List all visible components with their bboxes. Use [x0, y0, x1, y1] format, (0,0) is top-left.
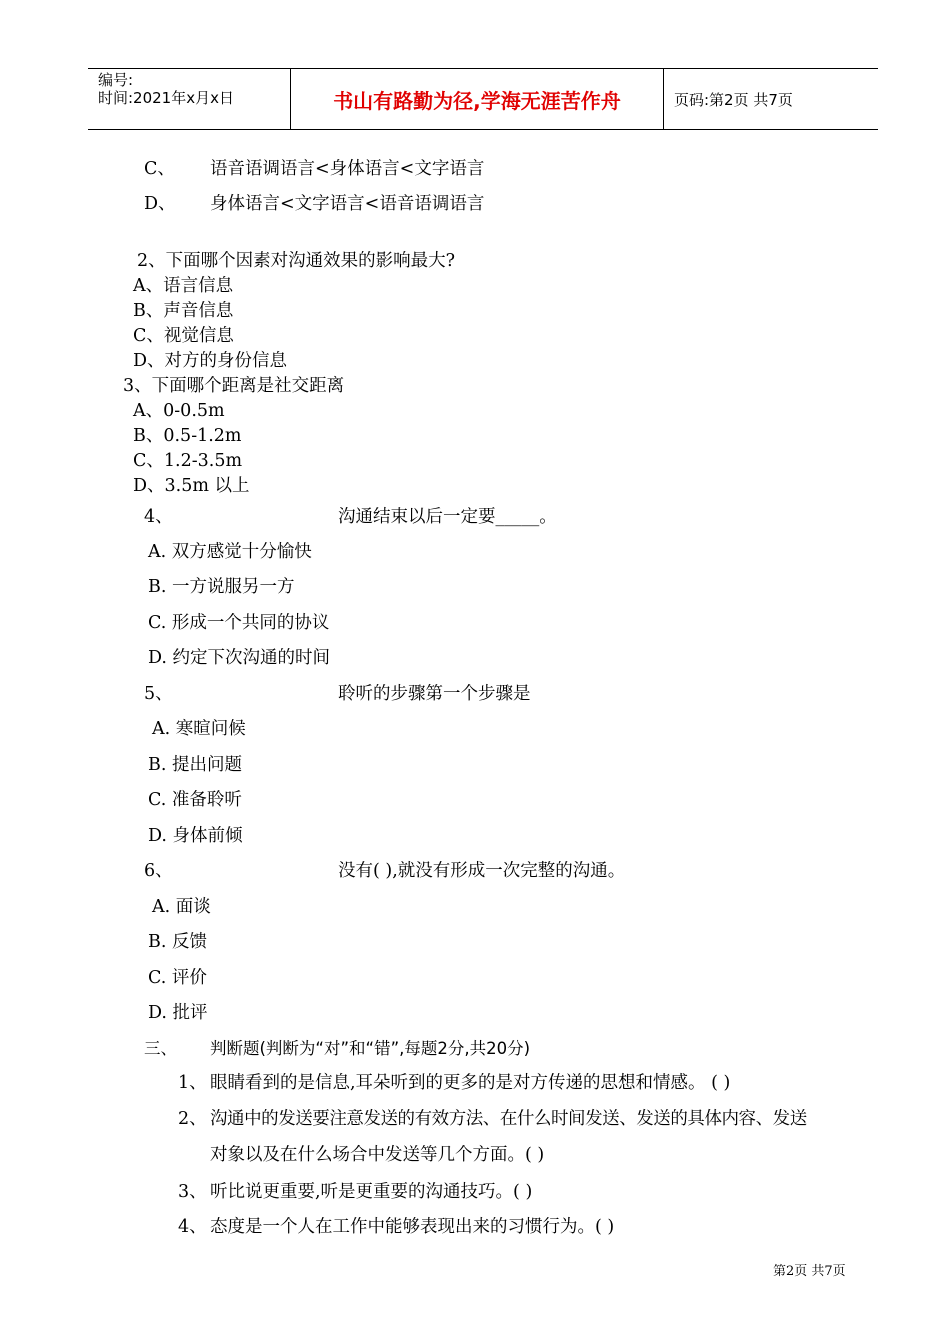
q4-option-c: C. 形成一个共同的协议 — [148, 613, 330, 633]
option-c: C、 — [144, 159, 175, 179]
q2-option-c: C、视觉信息 — [133, 326, 234, 346]
page-footer: 第2页 共7页 — [773, 1264, 846, 1279]
option-d: D、 — [144, 194, 176, 214]
q2-option-a: A、语言信息 — [133, 276, 234, 296]
judgment-2-text: 沟通中的发送要注意发送的有效方法、在什么时间发送、发送的具体内容、发送 — [210, 1109, 807, 1129]
q4-option-a: A. 双方感觉十分愉快 — [148, 542, 312, 562]
header-page-info: 页码:第2页 共7页 — [674, 91, 793, 109]
judgment-1-num: 1、 — [178, 1073, 207, 1093]
question-2: 2、下面哪个因素对沟通效果的影响最大? — [137, 251, 456, 271]
q3-option-c: C、1.2-3.5m — [133, 451, 243, 471]
q6-option-c: C. 评价 — [148, 968, 207, 988]
q5-option-c: C. 准备聆听 — [148, 790, 242, 810]
option-d-text: 身体语言<文字语言<语音语调语言 — [210, 194, 485, 214]
q3-option-b: B、0.5-1.2m — [133, 426, 242, 446]
judgment-3-num: 3、 — [178, 1182, 207, 1202]
section-3-title: 判断题(判断为“对”和“错”,每题2分,共20分) — [210, 1039, 531, 1058]
q6-option-d: D. 批评 — [148, 1003, 208, 1023]
q4-option-d: D. 约定下次沟通的时间 — [148, 648, 331, 668]
q3-option-a: A、0-0.5m — [133, 401, 225, 421]
question-6-num: 6、 — [144, 861, 173, 881]
q2-option-b: B、声音信息 — [133, 301, 234, 321]
header-meta — [98, 71, 234, 107]
question-5-num: 5、 — [144, 684, 173, 704]
question-4-text: 沟通结束以后一定要_____。 — [338, 507, 557, 527]
question-3: 3、下面哪个距离是社交距离 — [123, 376, 345, 396]
option-c-text: 语音语调语言<身体语言<文字语言 — [210, 159, 485, 179]
q6-option-a: A. 面谈 — [152, 897, 211, 917]
judgment-2-num: 2、 — [178, 1109, 207, 1129]
q4-option-b: B. 一方说服另一方 — [148, 577, 295, 597]
judgment-1-text: 眼睛看到的是信息,耳朵听到的更多的是对方传递的思想和情感。 ( ) — [210, 1073, 731, 1093]
q2-option-d: D、对方的身份信息 — [133, 351, 288, 371]
time-label: 时间:2021年x月x日 — [98, 89, 234, 107]
serial-label: 编号: — [98, 71, 134, 89]
q5-option-b: B. 提出问题 — [148, 755, 242, 775]
judgment-4-num: 4、 — [178, 1217, 207, 1237]
section-3-num: 三、 — [144, 1039, 177, 1058]
question-4-num: 4、 — [144, 507, 173, 527]
q6-option-b: B. 反馈 — [148, 932, 207, 952]
header-motto: 书山有路勤为径,学海无涯苦作舟 — [290, 69, 664, 129]
question-5-text: 聆听的步骤第一个步骤是 — [338, 684, 531, 704]
page-header — [88, 68, 878, 130]
q3-option-d: D、3.5m 以上 — [133, 476, 250, 496]
question-6-text: 没有( ),就没有形成一次完整的沟通。 — [338, 861, 626, 881]
judgment-3-text: 听比说更重要,听是更重要的沟通技巧。( ) — [210, 1182, 533, 1202]
judgment-4-text: 态度是一个人在工作中能够表现出来的习惯行为。( ) — [210, 1217, 615, 1237]
q5-option-d: D. 身体前倾 — [148, 826, 243, 846]
q5-option-a: A. 寒暄问候 — [152, 719, 246, 739]
judgment-2-text-cont: 对象以及在什么场合中发送等几个方面。( ) — [210, 1145, 545, 1165]
